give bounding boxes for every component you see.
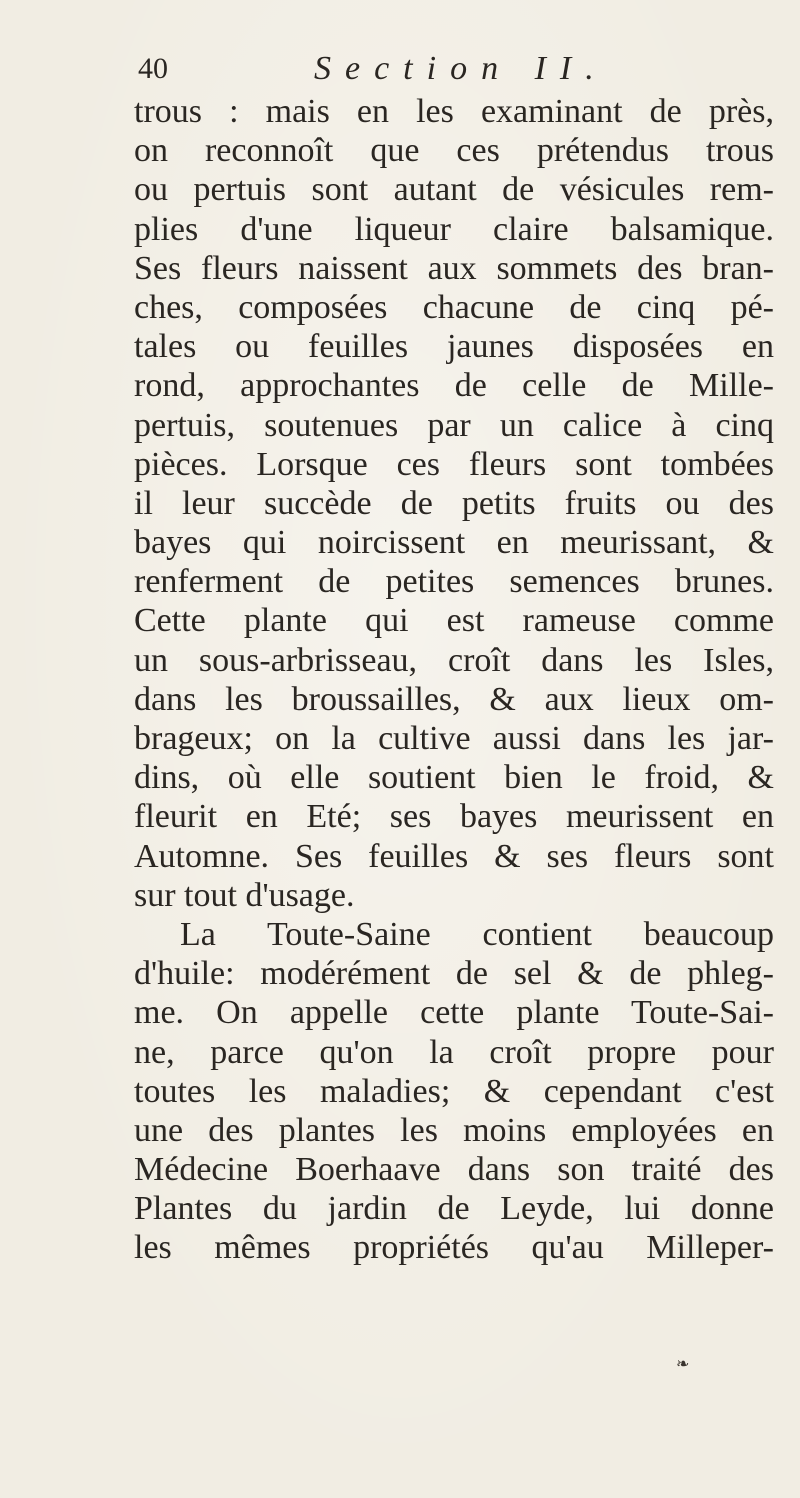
catchword-mark: ❧ [676, 1356, 690, 1373]
text-line: me. On appelle cette plante Toute-Sai- [134, 994, 774, 1032]
text-line: ou pertuis sont autant de vésicules rem- [134, 171, 774, 209]
text-line: Médecine Boerhaave dans son traité des [134, 1151, 774, 1189]
text-line: un sous-arbrisseau, croît dans les Isles, [134, 641, 774, 679]
running-title: Section II. [314, 50, 608, 87]
text-line: Cette plante qui est rameuse comme [134, 602, 774, 640]
text-line: La Toute-Saine contient beaucoup [180, 915, 774, 953]
text-line: il leur succède de petits fruits ou des [134, 484, 774, 522]
text-line: Plantes du jardin de Leyde, lui donne [134, 1190, 774, 1228]
text-line: trous : mais en les examinant de près, [134, 93, 774, 130]
text-line: d'huile: modérément de sel & de phleg- [134, 955, 774, 993]
text-line: sur tout d'usage. [134, 876, 355, 914]
body-text [134, 92, 774, 1268]
page-number: 40 [138, 52, 168, 85]
text-line: dins, où elle soutient bien le froid, & [134, 759, 774, 797]
page-header [138, 48, 698, 90]
text-line: bayes qui noircissent en meurissant, & [134, 524, 774, 562]
text-line: pièces. Lorsque ces fleurs sont tombées [134, 445, 774, 483]
text-line: dans les broussailles, & aux lieux om- [134, 680, 774, 718]
text-line: brageux; on la cultive aussi dans les jar- [134, 720, 774, 757]
text-line: fleurit en Eté; ses bayes meurissent en [134, 798, 774, 836]
text-line: renferment de petites semences brunes. [134, 563, 774, 601]
text-line: rond, approchantes de celle de Mille- [134, 367, 774, 405]
text-line: toutes les maladies; & cependant c'est [134, 1072, 774, 1110]
text-line: une des plantes les moins employées en [134, 1111, 774, 1149]
text-line: les mêmes propriétés qu'au Milleper- [134, 1229, 774, 1267]
text-line: tales ou feuilles jaunes disposées en [134, 328, 774, 366]
text-line: on reconnoît que ces prétendus trous [134, 132, 774, 170]
text-line: Automne. Ses feuilles & ses fleurs sont [134, 837, 774, 875]
text-line: pertuis, soutenues par un calice à cinq [134, 406, 774, 444]
text-line: Ses fleurs naissent aux sommets des bran- [134, 249, 774, 287]
text-line: ne, parce qu'on la croît propre pour [134, 1033, 774, 1071]
text-line: ches, composées chacune de cinq pé- [134, 288, 774, 326]
text-line: plies d'une liqueur claire balsamique. [134, 210, 774, 248]
